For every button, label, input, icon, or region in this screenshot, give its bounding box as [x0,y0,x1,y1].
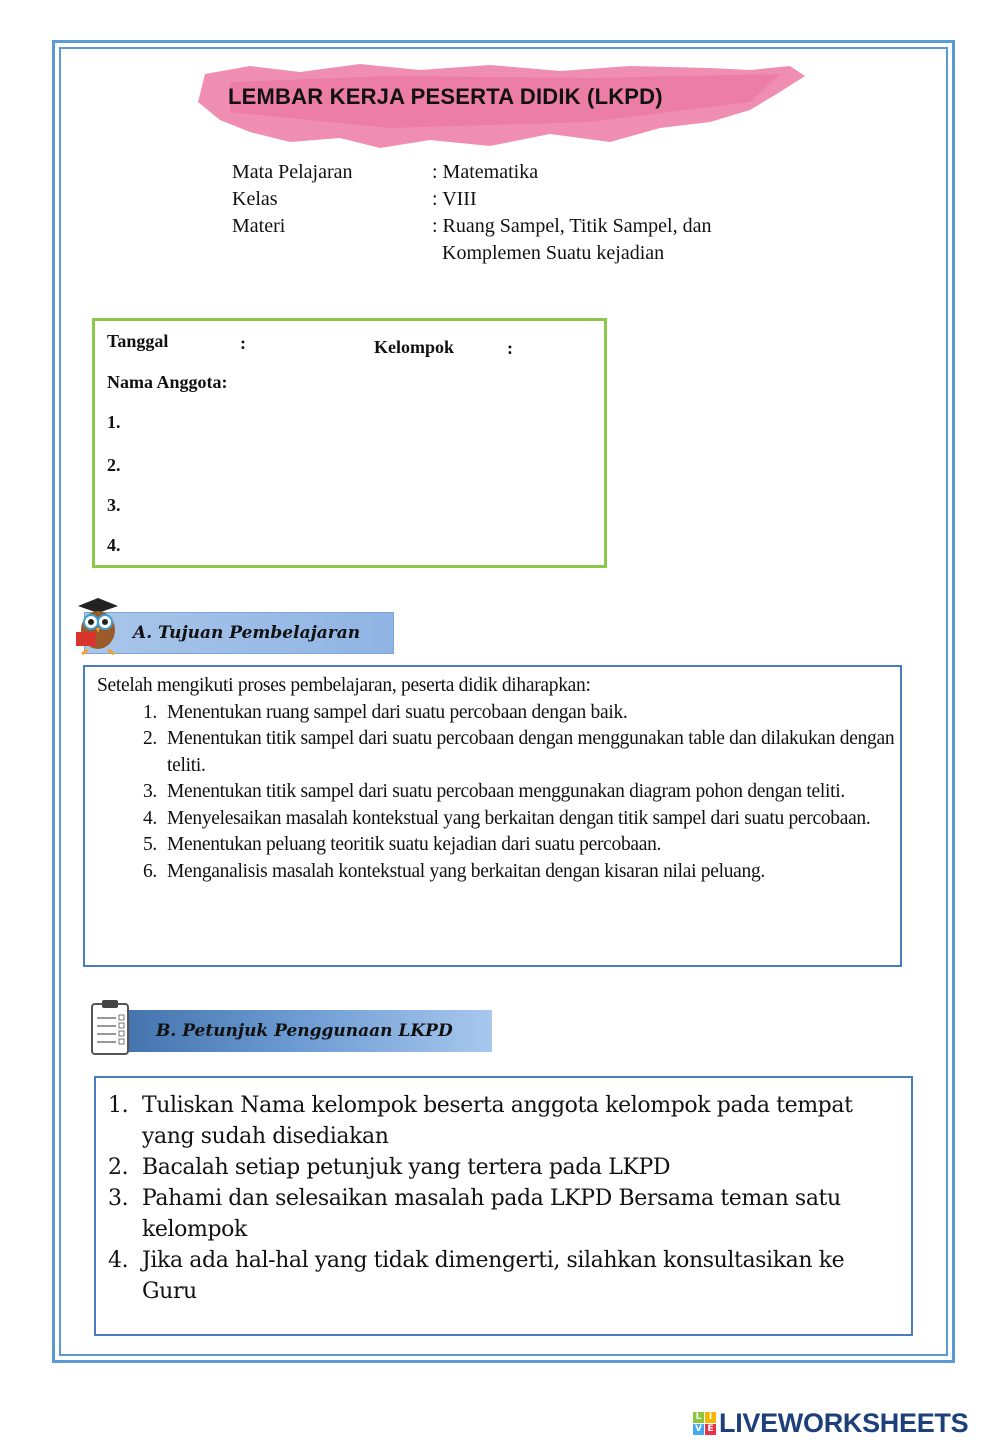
info-labels [232,159,353,240]
brand-name: LIVEWORKSHEETS [719,1408,969,1438]
label-kelas: Kelas [232,188,278,210]
list-item: 3. Menentukan titik sampel dari suatu percobaan menggunakan diagram pohon dengan teliti. [142,781,845,802]
section-b-content [108,1090,898,1307]
liveworksheets-logo[interactable] [693,1408,968,1439]
list-item: 3. Pahami dan selesaikan masalah pada LKPD Bersama teman satu kelompok [108,1186,841,1242]
list-item: 4. Menyelesaikan masalah kontekstual yang berkaitan dengan titik sampel dari suatu percobaan. [142,807,871,829]
page-title: LEMBAR KERJA PESERTA DIDIK (LKPD) [228,84,663,109]
clipboard-icon [88,998,134,1058]
section-b-title: B. Petunjuk Penggunaan LKPD [156,1021,453,1041]
value-mata-pelajaran: : Matematika [432,161,539,183]
list-item: 6. Menganalisis masalah kontekstual yang berkaitan dengan kisaran nilai peluang. [142,860,766,882]
anggota-number-3: 3. [107,495,121,515]
value-materi-line2: Komplemen Suatu kejadian [442,242,665,264]
value-kelas: : VIII [432,188,477,210]
info-values [432,159,711,267]
kelompok-label: Kelompok [374,337,455,357]
tanggal-input[interactable] [252,330,362,356]
list-item: 4. Jika ada hal-hal yang tidak dimengerti, silahkan konsultasikan ke Guru [108,1248,845,1304]
tanggal-label: Tanggal [107,331,169,351]
section-b-heading [100,1010,492,1052]
kelompok-input[interactable] [520,334,600,360]
list-item: 5. Menentukan peluang teoritik suatu kejadian dari suatu percobaan. [142,834,662,855]
value-materi: : Ruang Sampel, Titik Sampel, dan [432,215,712,237]
tanggal-colon: : [240,333,246,353]
section-a-title: A. Tujuan Pembelajaran [133,623,361,643]
section-a-heading [84,612,394,654]
list-item: 1. Menentukan ruang sampel dari suatu percobaan dengan baik. [142,701,628,723]
section-a-intro: Setelah mengikuti proses pembelajaran, peserta didik diharapkan: [97,675,591,696]
owl-mascot-icon [68,596,128,656]
list-item: 2. Bacalah setiap petunjuk yang tertera pada LKPD [108,1155,671,1180]
list-item: 2. Menentukan titik sampel dari suatu percobaan dengan menggunakan table dan dilakukan dengan teliti. [142,728,895,776]
live-logo-icon: L I V E [693,1412,716,1435]
anggota-number-4: 4. [107,535,121,555]
label-materi: Materi [232,215,286,237]
label-mata-pelajaran: Mata Pelajaran [232,161,353,183]
kelompok-colon: : [507,338,513,358]
anggota-number-1: 1. [107,412,121,432]
anggota-number-2: 2. [107,455,121,475]
section-a-content [97,673,897,885]
anggota-label: Nama Anggota: [107,372,228,392]
list-item: 1. Tuliskan Nama kelompok beserta anggota kelompok pada tempat yang sudah disediakan [108,1093,853,1149]
